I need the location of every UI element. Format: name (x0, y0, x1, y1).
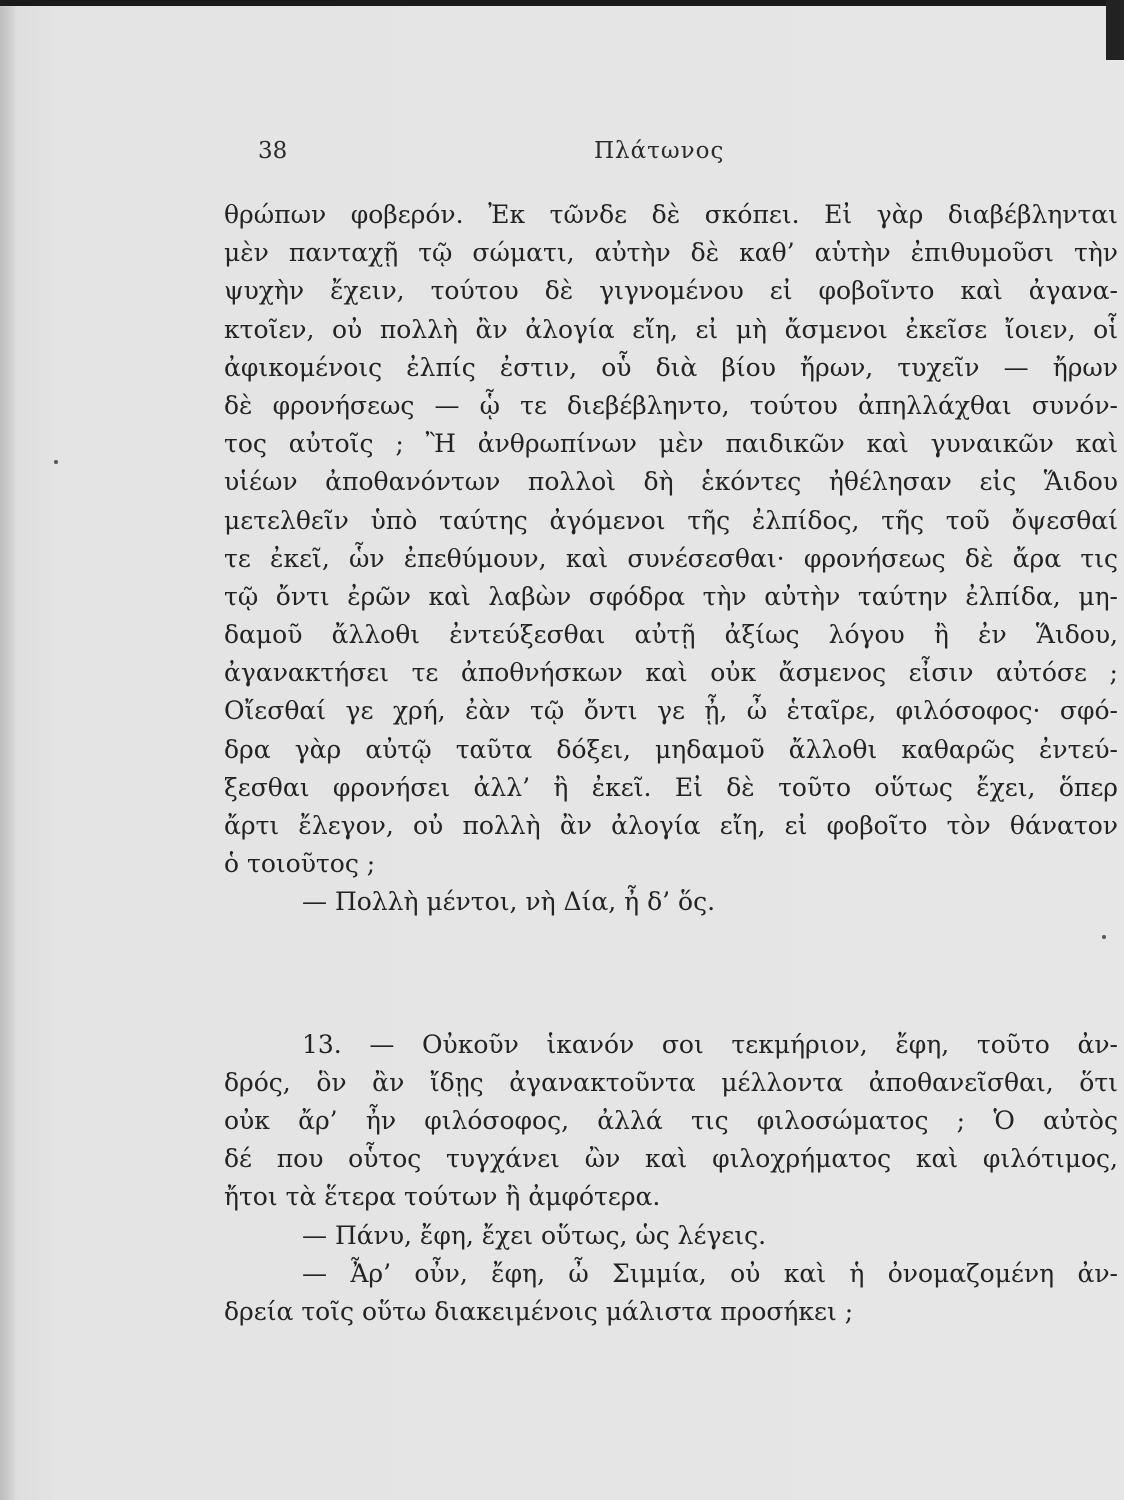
text-line: ἀφικομένοις ἐλπίς ἐστιν, οὗ διὰ βίου ἤρων, τυχεῖν — ἤρων (224, 352, 1118, 382)
text-line: ξεσθαι φρονήσει ἀλλ’ ἢ ἐκεῖ. Εἰ δὲ τοῦτο οὕτως ἔχει, ὅπερ (224, 772, 1118, 802)
section-line: ἤτοι τὰ ἕτερα τούτων ἢ ἀμφότερα. (224, 1182, 661, 1212)
section-line: οὐκ ἄρ’ ἦν φιλόσοφος, ἀλλά τις φιλοσώματος ; Ὁ αὐτὸς (224, 1105, 1118, 1135)
section-line: 13. — Οὐκοῦν ἱκανόν σοι τεκμήριον, ἔφη, τοῦτο ἀν- (302, 1029, 1118, 1059)
dialogue-line: δρεία τοῖς οὕτω διακειμένοις μάλιστα προσήκει ; (224, 1296, 854, 1326)
text-line: δρα γὰρ αὐτῷ ταῦτα δόξει, μηδαμοῦ ἄλλοθι καθαρῶς ἐντεύ- (224, 734, 1118, 764)
running-title: Πλάτωνος (594, 138, 725, 164)
text-line: τε ἐκεῖ, ὧν ἐπεθύμουν, καὶ συνέσεσθαι· φρονήσεως δὲ ἄρα τις (224, 543, 1118, 573)
text-line: ἄρτι ἔλεγον, οὐ πολλὴ ἂν ἀλογία εἴη, εἰ φοβοῖτο τὸν θάνατον (224, 811, 1118, 840)
text-line: κτοῖεν, οὐ πολλὴ ἂν ἀλογία εἴη, εἰ μὴ ἄσμενοι ἐκεῖσε ἴοιεν, οἷ (224, 314, 1118, 344)
section-gap (224, 922, 1118, 1026)
dialogue-line: — Πολλὴ μέντοι, νὴ Δία, ἦ δ’ ὅς. (302, 887, 716, 917)
text-line: δὲ φρονήσεως — ᾧ τε διεβέβληντο, τούτου ἀπηλλάχθαι συνόν- (224, 390, 1118, 420)
dialogue-line: — Ἆρ’ οὖν, ἔφη, ὦ Σιμμία, οὐ καὶ ἡ ὀνομαζομένη ἀν- (302, 1258, 1118, 1288)
scan-speck (1102, 935, 1106, 939)
scan-top-edge (0, 0, 1124, 6)
dialogue-line: — Πάνυ, ἔφη, ἔχει οὕτως, ὡς λέγεις. (302, 1220, 767, 1250)
text-line: δαμοῦ ἄλλοθι ἐντεύξεσθαι αὐτῇ ἀξίως λόγου ἢ ἐν Ἅιδου, (224, 620, 1118, 650)
page-number: 38 (258, 138, 288, 164)
text-line: μετελθεῖν ὑπὸ ταύτης ἀγόμενοι τῆς ἐλπίδος, τῆς τοῦ ὄψεσθαί (224, 505, 1118, 535)
text-line: ὁ τοιοῦτος ; (224, 849, 376, 879)
text-line: μὲν πανταχῇ τῷ σώματι, αὐτὴν δὲ καθ’ αὑτὴν ἐπιθυμοῦσι τὴν (224, 238, 1118, 268)
text-line: ἀγανακτήσει τε ἀποθνήσκων καὶ οὐκ ἄσμενος εἶσιν αὐτόσε ; (224, 658, 1118, 688)
scan-left-edge (0, 6, 14, 1500)
section-line: δρός, ὃν ἂν ἴδῃς ἀγανακτοῦντα μέλλοντα ἀποθανεῖσθαι, ὅτι (224, 1067, 1118, 1097)
text-line: Οἴεσθαί γε χρή, ἐὰν τῷ ὄντι γε ᾖ, ὦ ἑταῖρε, φιλόσοφος· σφό- (224, 696, 1118, 726)
text-line: τος αὐτοῖς ; Ἢ ἀνθρωπίνων μὲν παιδικῶν καὶ γυναικῶν καὶ (224, 429, 1118, 459)
scan-corner (1106, 0, 1124, 60)
running-head (258, 138, 858, 178)
section-line: δέ που οὗτος τυγχάνει ὢν καὶ φιλοχρήματος καὶ φιλότιμος, (224, 1144, 1118, 1174)
text-line: τῷ ὄντι ἐρῶν καὶ λαβὼν σφόδρα τὴν αὐτὴν ταύτην ἐλπίδα, μη- (224, 581, 1118, 611)
text-line: υἱέων ἀποθανόντων πολλοὶ δὴ ἑκόντες ἠθέλησαν εἰς Ἅιδου (224, 467, 1118, 497)
scan-speck (54, 460, 58, 464)
text-line: θρώπων φοβερόν. Ἐκ τῶνδε δὲ σκόπει. Εἰ γὰρ διαβέβληνται (224, 200, 1118, 229)
text-body (224, 196, 1118, 1331)
text-line: ψυχὴν ἔχειν, τούτου δὲ γιγνομένου εἰ φοβοῖντο καὶ ἀγανα- (224, 276, 1118, 306)
